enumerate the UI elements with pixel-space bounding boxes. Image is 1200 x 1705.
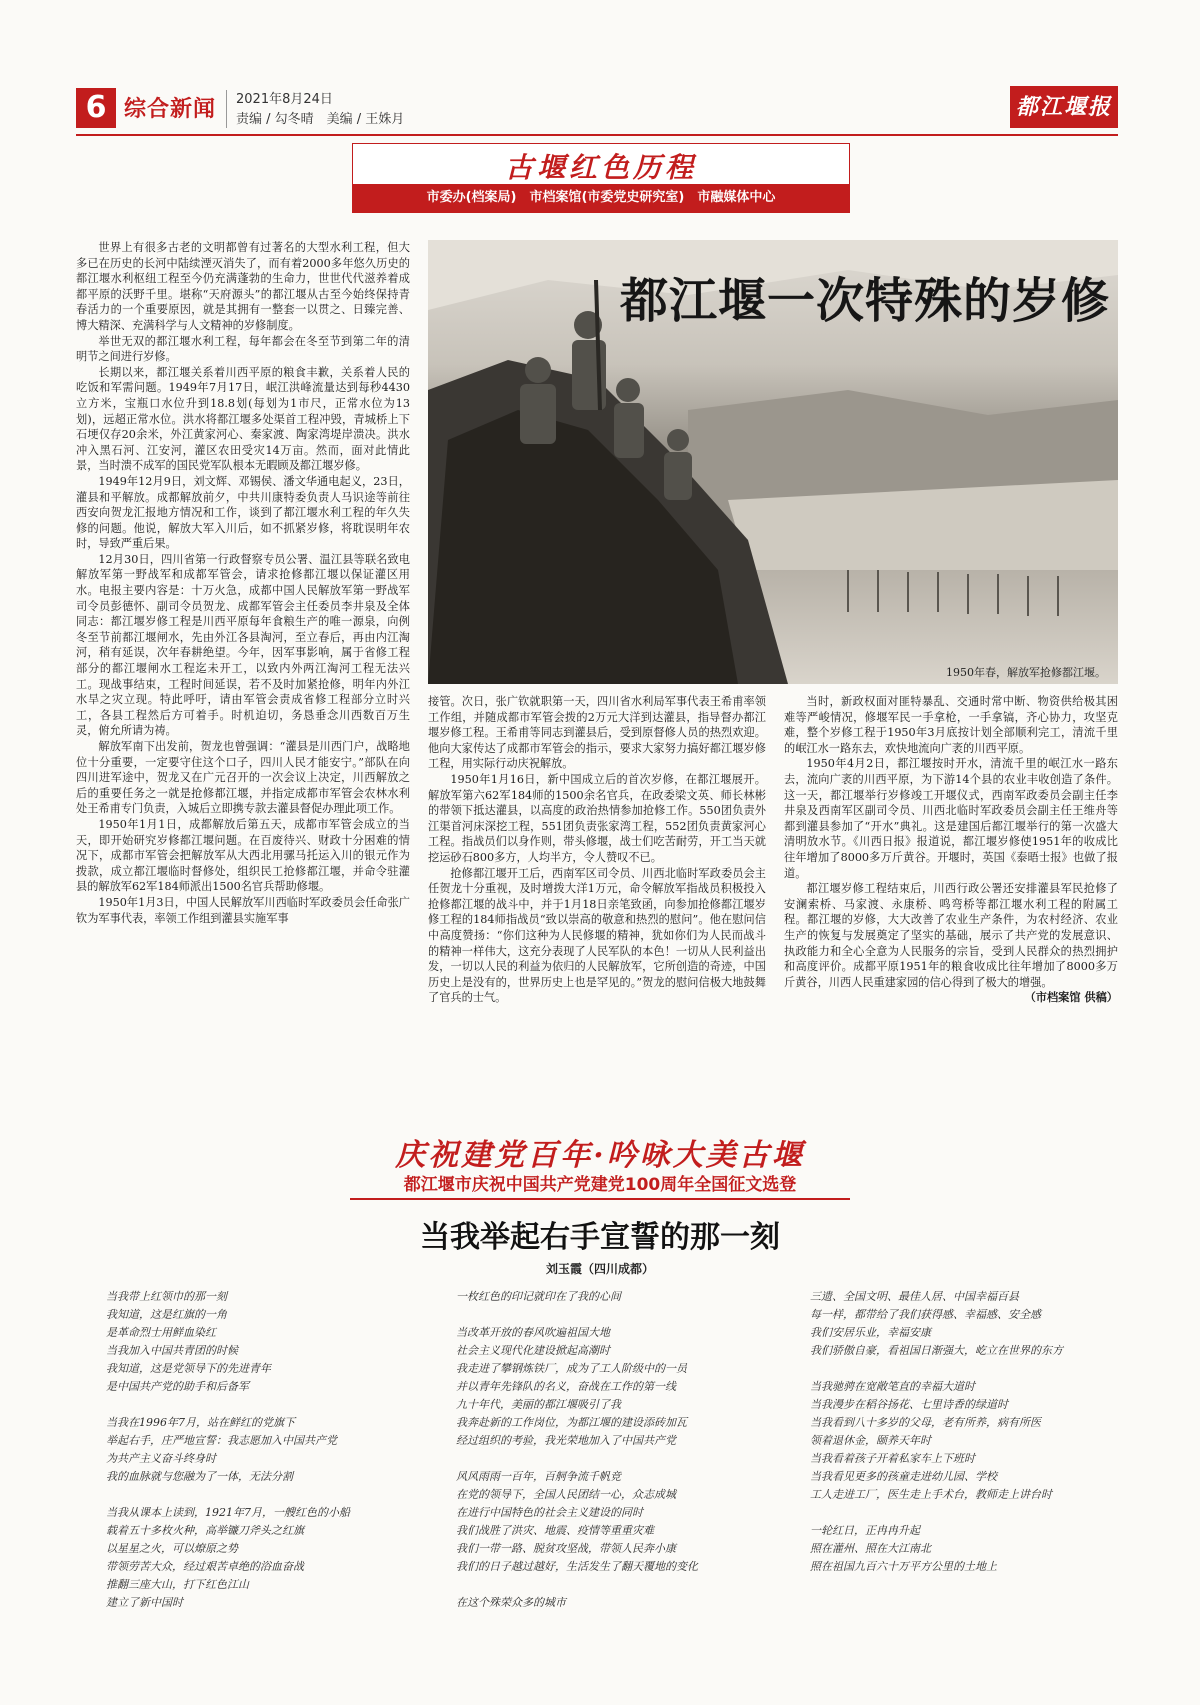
poem-line: 在党的领导下，全国人民团结一心，众志成城: [456, 1488, 676, 1501]
poem-column-3: [810, 1288, 1140, 1576]
poem-title: 当我举起右手宣誓的那一刻: [420, 1220, 780, 1255]
poem-line: 工人走进工厂，医生走上手术台，教师走上讲台时: [810, 1488, 1052, 1501]
stanza-break: [106, 1486, 436, 1504]
poem-line: 当我带上红领巾的那一刻: [106, 1290, 227, 1303]
section-name: 综合新闻: [124, 97, 217, 122]
article-supplier: （市档案馆 供稿）: [1024, 990, 1118, 1005]
paragraph: 1949年12月9日，刘文辉、邓锡侯、潘文华通电起义，23日，灌县和平解放。成都解放前夕，中共川康特委负责人马识途等前往西安向贺龙汇报地方情况和工作，谈到了都江堰水利工程的年久失修的问题。他说，解放大军入川后，如不抓紧岁修，将耽误明年农时，导致严重后果。: [76, 474, 410, 551]
poem-line: 照在灌州、照在大江南北: [810, 1542, 931, 1555]
poem-line: 社会主义现代化建设掀起高潮时: [456, 1344, 610, 1357]
stanza-break: [456, 1306, 786, 1324]
poem-line: 是革命烈士用鲜血染红: [106, 1326, 216, 1339]
poem-line: 照在祖国九百六十万平方公里的土地上: [810, 1560, 997, 1573]
poem-column-2: [456, 1288, 786, 1612]
article-column-1: [76, 240, 410, 1110]
poem-line: 为共产主义奋斗终身时: [106, 1452, 216, 1465]
poem-line: 在这个殊荣众多的城市: [456, 1596, 566, 1609]
paragraph: 长期以来，都江堰关系着川西平原的粮食丰歉，关系着人民的吃饭和军需问题。1949年7月17日，岷江洪峰流量达到每秒4430立方米，宝瓶口水位升到18.8划(每划为1市尺，正常水位为13划)，远超正常水位。洪水将都江堰多处渠首工程冲毁，青城桥上下石埂仅存20余米，外江黄家河心、秦家渡、陶家湾堤岸溃决。洪水冲入黑石河、江安河，灌区农田受灾14万亩。然而，面对此情此景，当时溃不成军的国民党军队根本无暇顾及都江堰岁修。: [76, 365, 410, 473]
poem-line: 经过组织的考验，我光荣地加入了中国共产党: [456, 1434, 676, 1447]
paragraph: 1950年1月16日，新中国成立后的首次岁修，在都江堰展开。解放军第六62军184师的1500余名官兵，在政委梁文英、师长林彬的带领下抵达灌县，以高度的政治热情参加抢修工作。550团负责外江渠首河床深挖工程，551团负责张家湾工程，552团负责黄家河心工程。指战员们以身作则，带头修堰，战士们吃苦耐劳，开工当天就挖运砂石800多方，人均半方，令人赞叹不已。: [428, 772, 766, 864]
stanza-break: [456, 1576, 786, 1594]
article-column-2: [428, 694, 766, 1106]
poem-line: 当我在1996年7月，站在鲜红的党旗下: [106, 1416, 295, 1429]
poem-line: 一枚红色的印记就印在了我的心间: [456, 1290, 621, 1303]
page-number: 6: [76, 88, 116, 128]
header-divider: [226, 90, 227, 128]
paragraph: 都江堰岁修工程结束后，川西行政公署还安排灌县军民抢修了安澜索桥、马家渡、永康桥、鸣弯桥等都江堰水利工程的附属工程。都江堰的岁修，大大改善了农业生产条件，为农村经济、农业生产的恢复与发展奠定了坚实的基础，展示了共产党的发展意识、执政能力和全心全意为人民服务的宗旨，受到人民群众的热烈拥护和高度评价。成都平原1951年的粮食收成比往年增加了8000多万斤黄谷，川西人民重建家园的信心得到了极大的增强。: [784, 882, 1118, 989]
poem-line: 我奔赴新的工作岗位，为都江堰的建设添砖加瓦: [456, 1416, 687, 1429]
poem-line: 当我驰骋在宽敞笔直的幸福大道时: [810, 1380, 975, 1393]
newspaper-logo: 都江堰报: [1010, 86, 1118, 128]
poem-line: 领着退休金，颐养天年时: [810, 1434, 931, 1447]
paragraph: 1950年1月3日，中国人民解放军川西临时军政委员会任命张广钦为军事代表，率领工作组到灌县实施军事: [76, 895, 410, 925]
poem-line: 我们战胜了洪灾、地震、疫情等重重灾难: [456, 1524, 654, 1537]
paragraph: 抢修都江堰开工后，西南军区司令员、川西北临时军政委员会主任贺龙十分重视，及时增拨大洋1万元，命令解放军指战员积极投入抢修都江堰的战斗中，并于1月18日亲笔致函，向参加抢修都江堰岁修工程的184师指战员“致以崇高的敬意和热烈的慰问”。他在慰问信中高度赞扬：“你们这种为人民修堰的精神，犹如你们为人民而战斗的精神一样伟大，这充分表现了人民军队的本色！一切从人民利益出发，一切以人民的利益为依归的人民解放军，它所创造的奇迹，中国历史上是没有的，世界历史上也是罕见的。”贺龙的慰问信极大地鼓舞了官兵的士气。: [428, 866, 766, 1005]
poem-line: 我的血脉就与您融为了一体，无法分割: [106, 1470, 293, 1483]
poem-line: 每一样，都带给了我们获得感、幸福感、安全感: [810, 1308, 1041, 1321]
poem-line: 当我漫步在稻谷扬花、七里诗香的绿道时: [810, 1398, 1008, 1411]
poem-line: 带领劳苦大众，经过艰苦卓绝的浴血奋战: [106, 1560, 304, 1573]
paragraph: 接管。次日，张广钦就职第一天，四川省水利局军事代表王希甫率领工作组，并随成都市军管会拨的2万元大洋到达灌县，指导督办都江堰岁修工程。王希甫等同志到灌县后，受到原督修人员的热烈欢迎。他向大家传达了成都市军管会的指示，要求大家努力搞好都江堰岁修工程，用实际行动庆祝解放。: [428, 695, 766, 771]
poem-line: 九十年代，美丽的都江堰吸引了我: [456, 1398, 621, 1411]
poem-line: 是中国共产党的助手和后备军: [106, 1380, 249, 1393]
poem-line: 三遗、全国文明、最佳人居、中国幸福百县: [810, 1290, 1019, 1303]
poem-line: 载着五十多枚火种，高举镰刀斧头之红旗: [106, 1524, 304, 1537]
stanza-break: [810, 1360, 1140, 1378]
poem-line: 一轮红日，正冉冉升起: [810, 1524, 920, 1537]
poem-line: 以星星之火，可以燎原之势: [106, 1542, 238, 1555]
paragraph: 1950年4月2日，都江堰按时开水，清流千里的岷江水一路东去，流向广袤的川西平原，为下游14个县的农业丰收创造了条件。这一天，都江堰举行岁修竣工开堰仪式，西南军政委员会副主任李井泉及西南军区副司令员、川西北临时军政委员会副主任王维舟等都到灌县参加了“开水”典礼。这是建国后都江堰举行的第一次盛大清明放水节。《川西日报》报道说，都江堰岁修使1951年的收成比往年增加了8000多万斤黄谷。开堰时，英国《泰晤士报》也做了报道。: [784, 757, 1118, 880]
column-banner-title: 古堰红色历程: [504, 151, 697, 184]
poem-line: 我们一带一路、脱贫攻坚战，带领人民奔小康: [456, 1542, 676, 1555]
issue-date: 2021年8月24日: [236, 92, 333, 107]
stanza-break: [810, 1504, 1140, 1522]
poem-line: 我们的日子越过越好，生活发生了翻天覆地的变化: [456, 1560, 698, 1573]
poem-line: 在进行中国特色的社会主义建设的同时: [456, 1506, 643, 1519]
poem-line: 我走进了攀钢炼铁厂，成为了工人阶级中的一员: [456, 1362, 687, 1375]
poem-line: 举起右手，庄严地宣誓：我志愿加入中国共产党: [106, 1434, 337, 1447]
poem-line: 当我看到八十多岁的父母，老有所养，病有所医: [810, 1416, 1041, 1429]
paragraph: 解放军南下出发前，贺龙也曾强调：“灌县是川西门户，战略地位十分重要，一定要守住这个口子，四川人民才能安宁。”部队在向四川进军途中，贺龙又在广元召开的一次会议上决定，川西解放之后的重要任务之一就是抢修都江堰，并指定成都市军管会农林水利处王希甫专门负责，入城后立即携专款去灌县督促办理此项工作。: [76, 740, 410, 816]
poem-column-1: [106, 1288, 436, 1612]
poem-line: 建立了新中国时: [106, 1596, 183, 1609]
poem-line: 当改革开放的春风吹遍祖国大地: [456, 1326, 610, 1339]
article-headline: 都江堰一次特殊的岁修: [620, 273, 1111, 329]
poem-line: 当我加入中国共青团的时候: [106, 1344, 238, 1357]
paragraph: 世界上有很多古老的文明都曾有过著名的大型水利工程，但大多已在历史的长河中陆续湮灭消失了，而有着2000多年悠久历史的都江堰水利枢纽工程至今仍充满蓬勃的生命力，世世代代滋养着成都平原的沃野千里。堪称“天府源头”的都江堰从古至今始终保持青春活力的一个重要原因，就是其拥有一整套一以贯之、日臻完善、博大精深、充满科学与人文精神的岁修制度。: [76, 241, 410, 332]
poem-line: 推翻三座大山，打下红色江山: [106, 1578, 249, 1591]
poem-line: 我们骄傲自豪，看祖国日渐强大，屹立在世界的东方: [810, 1344, 1063, 1357]
paragraph: 12月30日，四川省第一行政督察专员公署、温江县等联名致电解放军第一野战军和成都军管会，请求抢修都江堰以保证灌区用水。电报主要内容是：十万火急，成都中国人民解放军第一野战军司令员彭德怀、副司令员贺龙、成都军管会主任委员李井泉及全体同志：都江堰岁修工程是川西平原每年食粮生产的唯一源泉，向例冬至节前都江堰闸水，先由外江各县淘河，至立春后，再由内江淘河，稍有延误，次年春耕绝望。今年，因军事影响，属于省修工程部分的都江堰闸水工程迄未开工，以致内外两江淘河工程无法兴工。现战事结束，工程时间延误，若不及时加紧抢修，明年内外江水旱之灾立现。特此呼吁，请由军管会责成省修工程部分立时兴工，各县工程然后方可着手。时机迫切，务恳垂念川西数百万生灵，俯允所请为祷。: [76, 552, 410, 738]
header-rule: [76, 134, 1118, 136]
poem-line: 风风雨雨一百年，百舸争流千帆竞: [456, 1470, 621, 1483]
editors-line: 责编 / 勾冬晴 美编 / 王姝月: [236, 112, 405, 127]
poem-line: 我知道，这是红旗的一角: [106, 1308, 227, 1321]
section2-subtitle: 都江堰市庆祝中国共产党建党100周年全国征文选登: [403, 1175, 797, 1195]
paragraph: 当时，新政权面对匪特暴乱、交通时常中断、物资供给极其困难等严峻情况，修堰军民一手拿枪，一手拿镐，齐心协力，攻坚克难，整个岁修工程于1950年3月底按计划全部顺利完工，清流千里的岷江水一路东去，欢快地流向广袤的川西平原。: [784, 695, 1118, 755]
paragraph: 举世无双的都江堰水利工程，每年都会在冬至节到第二年的清明节之间进行岁修。: [76, 334, 410, 364]
article-column-3: [784, 694, 1118, 1106]
poem-line: 当我看见更多的孩童走进幼儿园、学校: [810, 1470, 997, 1483]
poem-author: 刘玉霞（四川成都）: [545, 1262, 654, 1276]
poem-line: 我知道，这是党领导下的先进青年: [106, 1362, 271, 1375]
poem-line: 我们安居乐业，幸福安康: [810, 1326, 931, 1339]
photo-caption: 1950年春，解放军抢修都江堰。: [946, 666, 1106, 679]
poem-line: 当我看着孩子开着私家车上下班时: [810, 1452, 975, 1465]
section2-rule: [350, 1198, 850, 1200]
poem-line: 当我从课本上读到，1921年7月，一艘红色的小船: [106, 1506, 350, 1519]
stanza-break: [456, 1450, 786, 1468]
section2-title: 庆祝建党百年·吟咏大美古堰: [395, 1138, 805, 1173]
stanza-break: [106, 1396, 436, 1414]
column-sponsors: 市委办(档案局) 市档案馆(市委党史研究室) 市融媒体中心: [352, 184, 850, 212]
paragraph: 1950年1月1日，成都解放后第五天，成都市军管会成立的当天，即开始研究岁修都江堰问题。在百废待兴、财政十分困难的情况下，成都市军管会把解放军从大西北用骡马托运入川的银元作为拨款，成立都江堰临时督修处，组织民工抢修都江堰，并命令驻灌县的解放军62军184师派出1500名官兵帮助修堰。: [76, 817, 410, 894]
poem-line: 并以青年先锋队的名义，奋战在工作的第一线: [456, 1380, 676, 1393]
